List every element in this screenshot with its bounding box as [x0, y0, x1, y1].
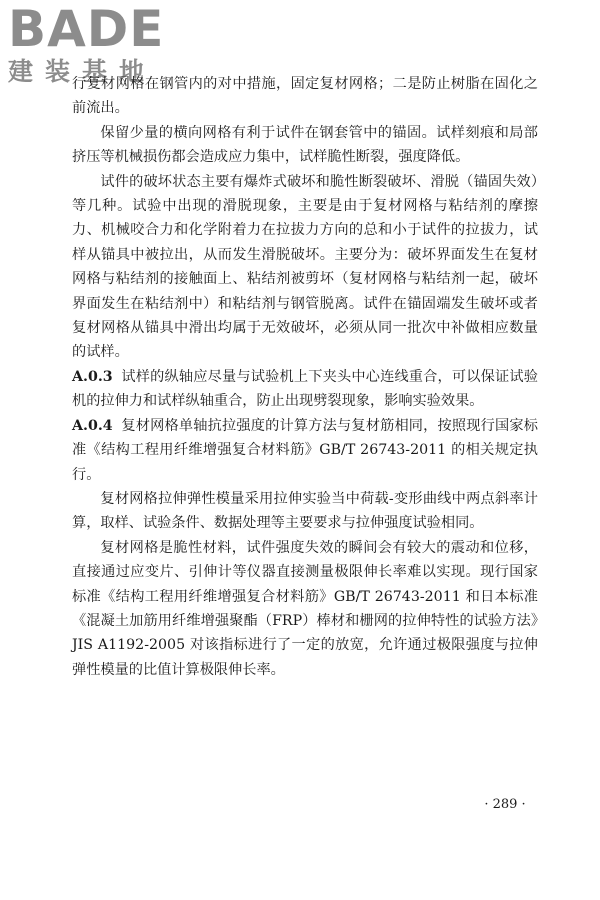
paragraph-failure-modes: 试件的破坏状态主要有爆炸式破坏和脆性断裂破坏、滑脱（锚固失效）等几种。试验中出现的滑脱现象，主要是由于复材网格与粘结剂的摩擦力、机械咬合力和化学附着力在拉拔力方向的总和小于试件的拉拔力，试样从锚具中被拉出，从而发生滑脱破坏。主要分为：破坏界面发生在复材网格与粘结剂的接触面上、粘结剂被剪坏（复材网格与粘结剂一起，破坏界面发生在粘结剂中）和粘结剂与钢管脱离。试件在锚固端发生破坏或者复材网格从锚具中滑出均属于无效破坏，必须从同一批次中补做相应数量的试样。: [72, 173, 538, 361]
paragraph-elastic-modulus: 复材网格拉伸弹性模量采用拉伸实验当中荷载-变形曲线中两点斜率计算，取样、试验条件、数据处理等主要要求与拉伸强度试验相同。: [72, 490, 538, 532]
clause-a03-label: A.0.3: [72, 368, 113, 385]
logo-chinese-text: 建装基地: [8, 57, 157, 86]
clause-a04-text: 复材网格单轴抗拉强度的计算方法与复材筋相同，按照现行国家标准《结构工程用纤维增强复合材料筋》GB/T 26743-2011 的相关规定执行。: [72, 417, 538, 483]
paragraph-continued: 行复材网格在钢管内的对中措施，固定复材网格；二是防止树脂在固化之前流出。: [72, 76, 538, 117]
document-body: [72, 72, 538, 682]
clause-a03-text: 试样的纵轴应尽量与试验机上下夹头中心连线重合，可以保证试验机的拉伸力和试样纵轴重合，防止出现劈裂现象，影响实验效果。: [72, 368, 538, 410]
page-number: · 289 ·: [484, 797, 526, 812]
clause-a04: [72, 414, 538, 487]
paragraph-anchorage: 保留少量的横向网格有利于试件在钢套管中的锚固。试样刻痕和局部挤压等机械损伤都会造成应力集中，试样脆性断裂，强度降低。: [72, 124, 538, 166]
paragraph-elongation: 复材网格是脆性材料，试件强度失效的瞬间会有较大的震动和位移，直接通过应变片、引伸计等仪器直接测量极限伸长率难以实现。现行国家标准《结构工程用纤维增强复合材料筋》GB/T 26743-2011 和日本标准《混凝土加筋用纤维增强聚酯（FRP）棒材和栅网的拉伸特性的试验方法》JIS A1192-2005 对该指标进行了一定的放宽，允许通过极限强度与拉伸弹性模量的比值计算极限伸长率。: [72, 539, 538, 678]
logo-wordmark: BADE: [8, 0, 165, 58]
clause-a03: [72, 365, 538, 414]
clause-a04-label: A.0.4: [72, 417, 113, 434]
